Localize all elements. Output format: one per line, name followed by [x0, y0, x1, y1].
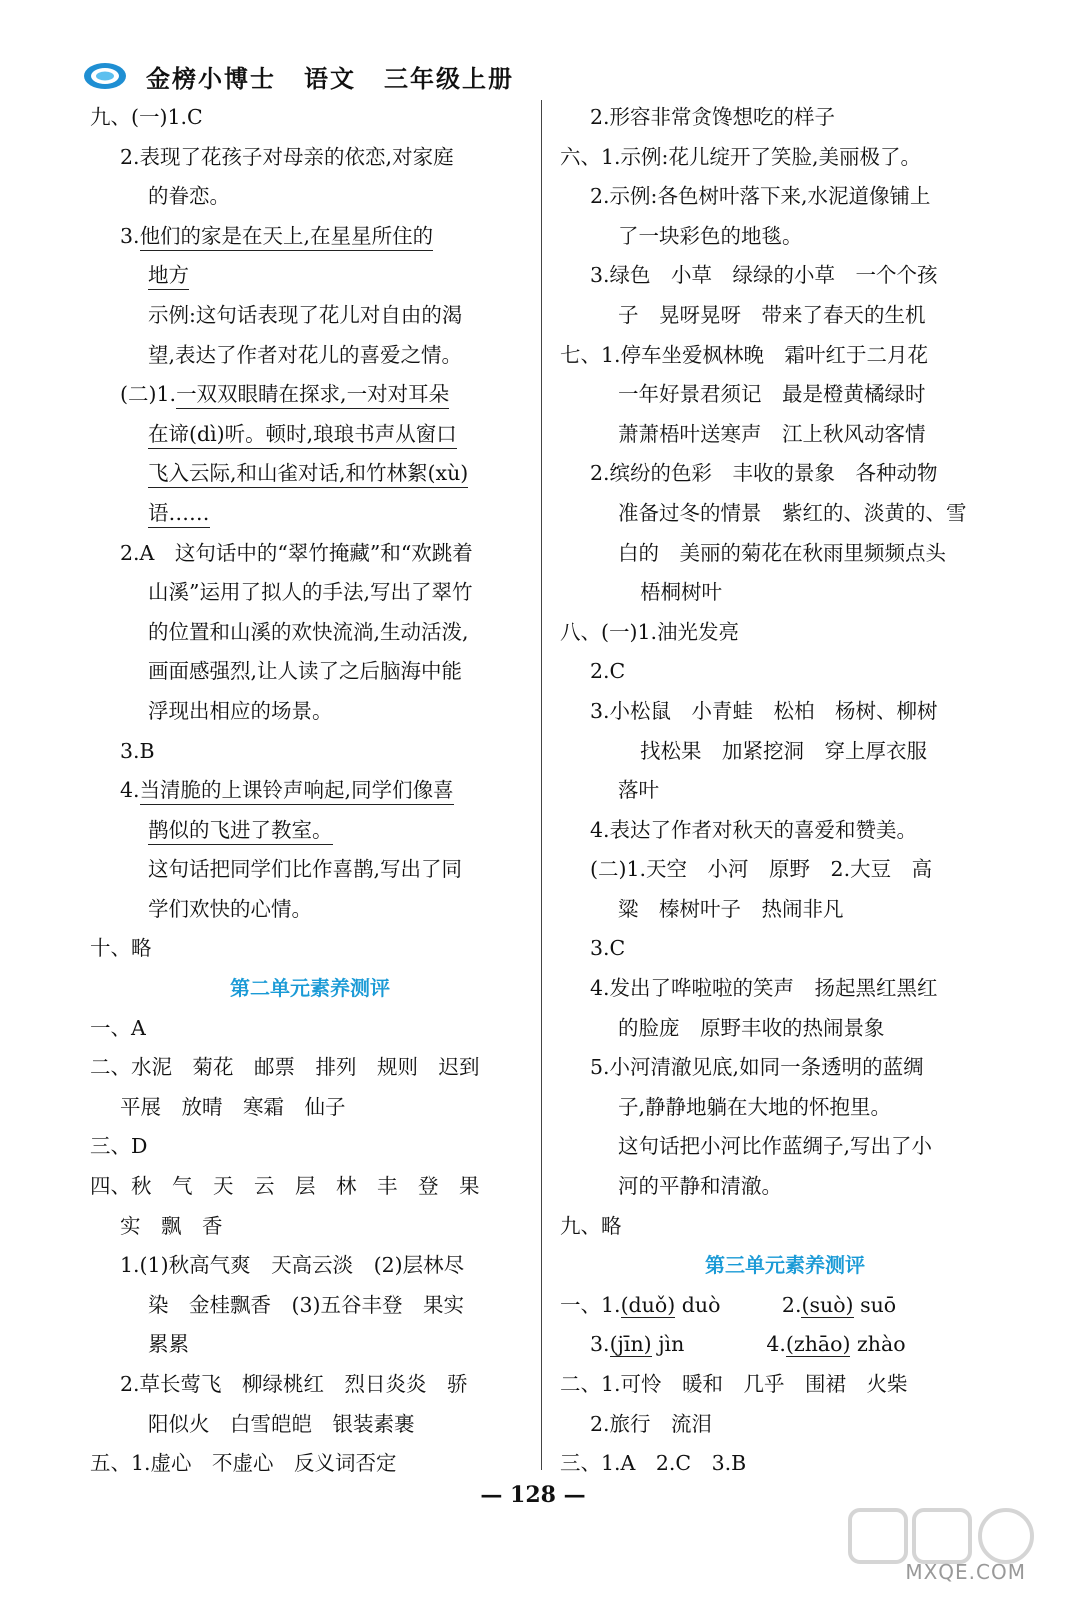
answer-line: 5.小河清澈见底,如同一条透明的蓝绸	[590, 1055, 924, 1080]
answer-line: 2.示例:各色树叶落下来,水泥道像铺上	[590, 184, 931, 209]
answer-line: 阳似火 白雪皑皑 银装素裹	[148, 1411, 415, 1436]
answer-line: 山溪”运用了拟人的手法,写出了翠竹	[148, 580, 473, 605]
section-title-unit-3: 第三单元素养测评	[705, 1253, 865, 1278]
answer-line: 子,静静地躺在大地的怀抱里。	[618, 1094, 892, 1119]
answer-line: 三、1.A 2.C 3.B	[560, 1451, 747, 1476]
left-column	[90, 98, 530, 1484]
answer-line: 望,表达了作者对花儿的喜爱之情。	[148, 342, 463, 367]
answer-line: 梧桐树叶	[640, 580, 722, 605]
answer-line: 九、(一)1.C	[90, 105, 203, 129]
item-number: 一、1.	[560, 1292, 621, 1317]
item-number: 3.	[590, 1332, 610, 1357]
answer-line	[560, 1286, 1010, 1326]
answer-line	[90, 375, 530, 415]
pinyin-correction: suō	[853, 1292, 897, 1317]
answer-line	[90, 811, 530, 851]
section-title-unit-2: 第二单元素养测评	[230, 976, 390, 1001]
answer-line: 十、略	[90, 936, 152, 961]
answer-line: 六、1.示例:花儿绽开了笑脸,美丽极了。	[560, 144, 921, 169]
answer-line: 2.缤纷的色彩 丰收的景象 各种动物	[590, 461, 938, 486]
answer-line	[560, 1325, 1010, 1365]
answer-line: 3.B	[120, 738, 155, 763]
answer-line: 2.A 这句话中的“翠竹掩藏”和“欢跳着	[120, 540, 473, 565]
answer-line: 一、A	[90, 1015, 146, 1040]
answer-line: 染 金桂飘香 (3)五谷丰登 果实	[148, 1292, 465, 1317]
answer-line: 的眷恋。	[148, 184, 230, 209]
answer-line: 河的平静和清澈。	[618, 1174, 782, 1199]
answer-line: 二、水泥 菊花 邮票 排列 规则 迟到	[90, 1055, 480, 1080]
answer-line: 3.C	[590, 936, 626, 961]
answer-line: 九、略	[560, 1213, 622, 1238]
answer-line	[90, 256, 530, 296]
pinyin-underlined: (duǒ)	[620, 1292, 676, 1317]
grade-name: 三年级上册	[384, 64, 514, 93]
brand-logo-icon	[82, 60, 128, 92]
answer-line: 落叶	[618, 778, 659, 803]
pinyin-correction: jìn 4.	[651, 1332, 786, 1357]
answer-line: 实 飘 香	[120, 1213, 223, 1238]
answer-line	[90, 217, 530, 257]
answer-line: 了一块彩色的地毯。	[618, 223, 803, 248]
underlined-answer: 地方	[148, 263, 189, 290]
pinyin-underlined: (zhāo)	[785, 1332, 851, 1357]
answer-line: 2.旅行 流泪	[590, 1411, 713, 1436]
answer-line: 累累	[148, 1332, 189, 1357]
underlined-answer: 飞入云际,和山雀对话,和竹林絮(xù)	[148, 461, 468, 488]
answer-line: 四、秋 气 天 云 层 林 丰 登 果	[90, 1174, 480, 1199]
pinyin-correction: duò 2.	[675, 1292, 802, 1317]
answer-line: 4.表达了作者对秋天的喜爱和赞美。	[590, 817, 918, 842]
answer-line: 画面感强烈,让人读了之后脑海中能	[148, 659, 463, 684]
underlined-answer: 他们的家是在天上,在星星所住的	[140, 224, 434, 251]
answer-line: 一年好景君须记 最是橙黄橘绿时	[618, 382, 926, 407]
watermark-text: MXQE.COM	[905, 1560, 1026, 1584]
underlined-answer: 语……	[148, 501, 210, 528]
answer-line: 找松果 加紧挖洞 穿上厚衣服	[640, 738, 927, 763]
answer-line: (二)1.天空 小河 原野 2.大豆 高	[590, 857, 933, 882]
answer-line: 2.草长莺飞 柳绿桃红 烈日炎炎 骄	[120, 1372, 468, 1396]
answer-line: 的脸庞 原野丰收的热闹景象	[618, 1015, 885, 1040]
answer-line	[90, 454, 530, 494]
brand-name: 金榜小博士	[146, 64, 276, 93]
answer-line: 粱 榛树叶子 热闹非凡	[618, 896, 844, 921]
right-column	[560, 98, 1010, 1484]
answer-line: 3.绿色 小草 绿绿的小草 一个个孩	[590, 263, 938, 288]
page-header	[82, 56, 542, 96]
answer-line: 3.小松鼠 小青蛙 松柏 杨树、柳树	[590, 698, 938, 723]
answer-line: 三、D	[90, 1134, 148, 1159]
answer-line: 五、1.虚心 不虚心 反义词否定	[90, 1451, 397, 1476]
answer-line: 1.(1)秋高气爽 天高云淡 (2)层林尽	[120, 1253, 465, 1278]
answer-line: 2.形容非常贪馋想吃的样子	[590, 105, 836, 129]
answer-line: 八、(一)1.油光发亮	[560, 619, 740, 644]
answer-line: 2.表现了花孩子对母亲的依恋,对家庭	[120, 144, 454, 169]
answer-line: 示例:这句话表现了花儿对自由的渴	[148, 302, 463, 327]
answer-line: 萧萧梧叶送寒声 江上秋风动客情	[618, 421, 926, 446]
underlined-answer: 当清脆的上课铃声响起,同学们像喜	[140, 778, 454, 805]
answer-line: 的位置和山溪的欢快流淌,生动活泼,	[148, 619, 469, 644]
pinyin-correction: zhào	[850, 1332, 906, 1357]
subject-name: 语文	[304, 64, 356, 93]
answer-line	[90, 415, 530, 455]
underlined-answer: 鹊似的飞进了教室。	[148, 818, 333, 845]
answer-line: 这句话把同学们比作喜鹊,写出了同	[148, 857, 463, 882]
pinyin-underlined: (suò)	[801, 1292, 854, 1317]
answer-line: 准备过冬的情景 紫红的、淡黄的、雪	[618, 500, 967, 525]
answer-line: 七、1.停车坐爱枫林晚 霜叶红于二月花	[560, 342, 929, 367]
answer-line: 学们欢快的心情。	[148, 896, 312, 921]
answer-line	[90, 771, 530, 811]
answer-line: 子 晃呀晃呀 带来了春天的生机	[618, 302, 926, 327]
pinyin-underlined: (jīn)	[609, 1332, 652, 1357]
answer-line: 白的 美丽的菊花在秋雨里频频点头	[618, 540, 946, 565]
underlined-answer: 在谛(dì)听。顿时,琅琅书声从窗口	[148, 422, 457, 449]
answer-line: 2.C	[590, 659, 626, 684]
item-number: 3.	[120, 223, 140, 248]
answer-line: 浮现出相应的场景。	[148, 698, 333, 723]
answer-line	[90, 494, 530, 534]
underlined-answer: 一双双眼睛在探求,一对对耳朵	[176, 382, 449, 409]
page-number: — 128 —	[480, 1482, 586, 1508]
answer-line: 平展 放晴 寒霜 仙子	[120, 1094, 346, 1119]
answer-line: 4.发出了哗啦啦的笑声 扬起黑红黑红	[590, 976, 938, 1001]
answer-line: 二、1.可怜 暖和 几乎 围裙 火柴	[560, 1372, 908, 1396]
item-number: 4.	[120, 778, 140, 803]
column-divider	[541, 100, 542, 1470]
answer-line: 这句话把小河比作蓝绸子,写出了小	[618, 1134, 933, 1159]
item-number: (二)1.	[120, 382, 177, 407]
